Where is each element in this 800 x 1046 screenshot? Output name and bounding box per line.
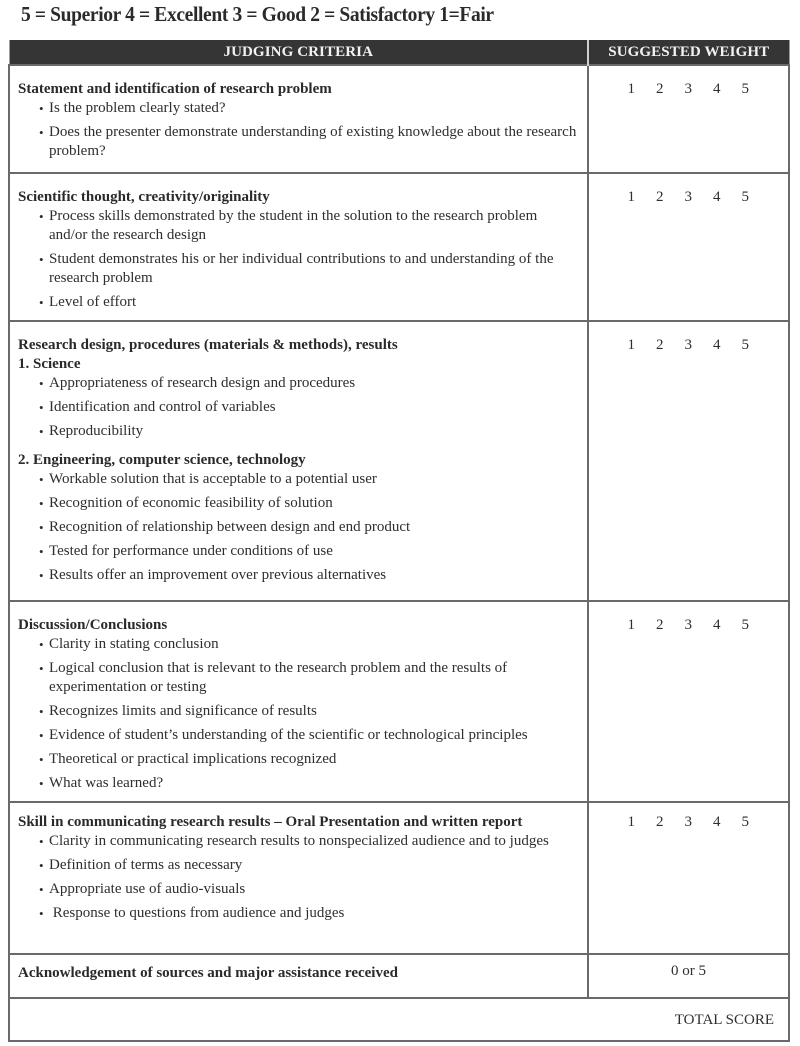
weight-scale: 1 2 3 4 5 [627,337,750,353]
criteria-bullet: • Appropriate use of audio-visuals [39,880,579,899]
criteria-bullet-list [18,207,579,312]
weight-scale: 1 2 3 4 5 [627,81,750,97]
criteria-bullet: • Process skills demonstrated by the student in the solution to the research problem and/or the research design [39,207,579,245]
criteria-bullet: • Is the problem clearly stated? [39,99,579,118]
criteria-bullet: • Results offer an improvement over previous alternatives [39,566,579,585]
criteria-bullet-list [18,832,579,923]
criteria-bullet: • Recognition of economic feasibility of solution [39,494,579,513]
criteria-bullet: • Recognition of relationship between design and end product [39,518,579,537]
subsection-heading-science: 1. Science [18,356,81,372]
criteria-cell [9,601,588,802]
weight-cell [588,65,789,173]
criteria-row-discussion-conclusions [9,601,789,802]
table-header-row [9,40,789,65]
criteria-bullet: • Clarity in communicating research results to nonspecialized audience and to judges [39,832,579,851]
criteria-row-scientific-thought [9,173,789,321]
criteria-bullet-list [18,635,579,793]
criteria-bullet: • Tested for performance under conditions of use [39,542,579,561]
criteria-row-research-design [9,321,789,601]
weight-scale: 1 2 3 4 5 [627,189,750,205]
criteria-bullet: • Does the presenter demonstrate understanding of existing knowledge about the research problem? [39,123,579,161]
criteria-heading: Research design, procedures (materials & methods), results [18,337,398,353]
criteria-bullet: • Student demonstrates his or her individual contributions to and understanding of the research problem [39,250,579,288]
total-score-cell [9,998,789,1041]
weight-cell [588,802,789,954]
weight-cell [588,601,789,802]
criteria-bullet: • Definition of terms as necessary [39,856,579,875]
criteria-cell [9,321,588,601]
weight-scale: 1 2 3 4 5 [627,814,750,830]
header-suggested-weight: SUGGESTED WEIGHT [588,40,789,65]
criteria-bullet: • Logical conclusion that is relevant to the research problem and the results of experimentation or testing [39,659,579,697]
criteria-cell [9,802,588,954]
criteria-bullet-list [18,99,579,161]
criteria-bullet: • What was learned? [39,774,579,793]
criteria-cell [9,954,588,998]
criteria-bullet-list [18,374,579,441]
criteria-bullet-list [18,470,579,585]
criteria-row-research-problem [9,65,789,173]
weight-scale: 1 2 3 4 5 [627,617,750,633]
criteria-heading: Discussion/Conclusions [18,617,168,633]
criteria-heading: Skill in communicating research results – Oral Presentation and written report [18,814,523,830]
criteria-bullet: • Appropriateness of research design and procedures [39,374,579,393]
criteria-bullet: • Clarity in stating conclusion [39,635,579,654]
criteria-row-communication-skill [9,802,789,954]
weight-cell [588,173,789,321]
criteria-bullet: • Workable solution that is acceptable to a potential user [39,470,579,489]
criteria-bullet: • Theoretical or practical implications recognized [39,750,579,769]
criteria-cell [9,65,588,173]
criteria-heading: Acknowledgement of sources and major assistance received [18,965,398,981]
criteria-cell [9,173,588,321]
criteria-bullet: • Reproducibility [39,422,579,441]
total-score-row [9,998,789,1041]
subsection-heading-engineering: 2. Engineering, computer science, technology [18,452,306,468]
criteria-bullet: • Identification and control of variables [39,398,579,417]
criteria-bullet: • Response to questions from audience and judges [39,904,579,923]
weight-value: 0 or 5 [671,963,706,979]
criteria-bullet: • Recognizes limits and significance of results [39,702,579,721]
criteria-bullet: • Evidence of student’s understanding of the scientific or technological principles [39,726,579,745]
spacer [18,441,579,451]
judging-criteria-table [8,40,790,1042]
rating-scale-legend: 5 = Superior 4 = Excellent 3 = Good 2 = Satisfactory 1=Fair [21,2,494,26]
criteria-row-acknowledgement [9,954,789,998]
criteria-heading: Statement and identification of research problem [18,81,332,97]
weight-cell [588,321,789,601]
total-score-label: TOTAL SCORE [674,1012,774,1028]
criteria-bullet: • Level of effort [39,293,579,312]
weight-cell [588,954,789,998]
criteria-heading: Scientific thought, creativity/originality [18,189,270,205]
header-judging-criteria: JUDGING CRITERIA [9,40,588,65]
